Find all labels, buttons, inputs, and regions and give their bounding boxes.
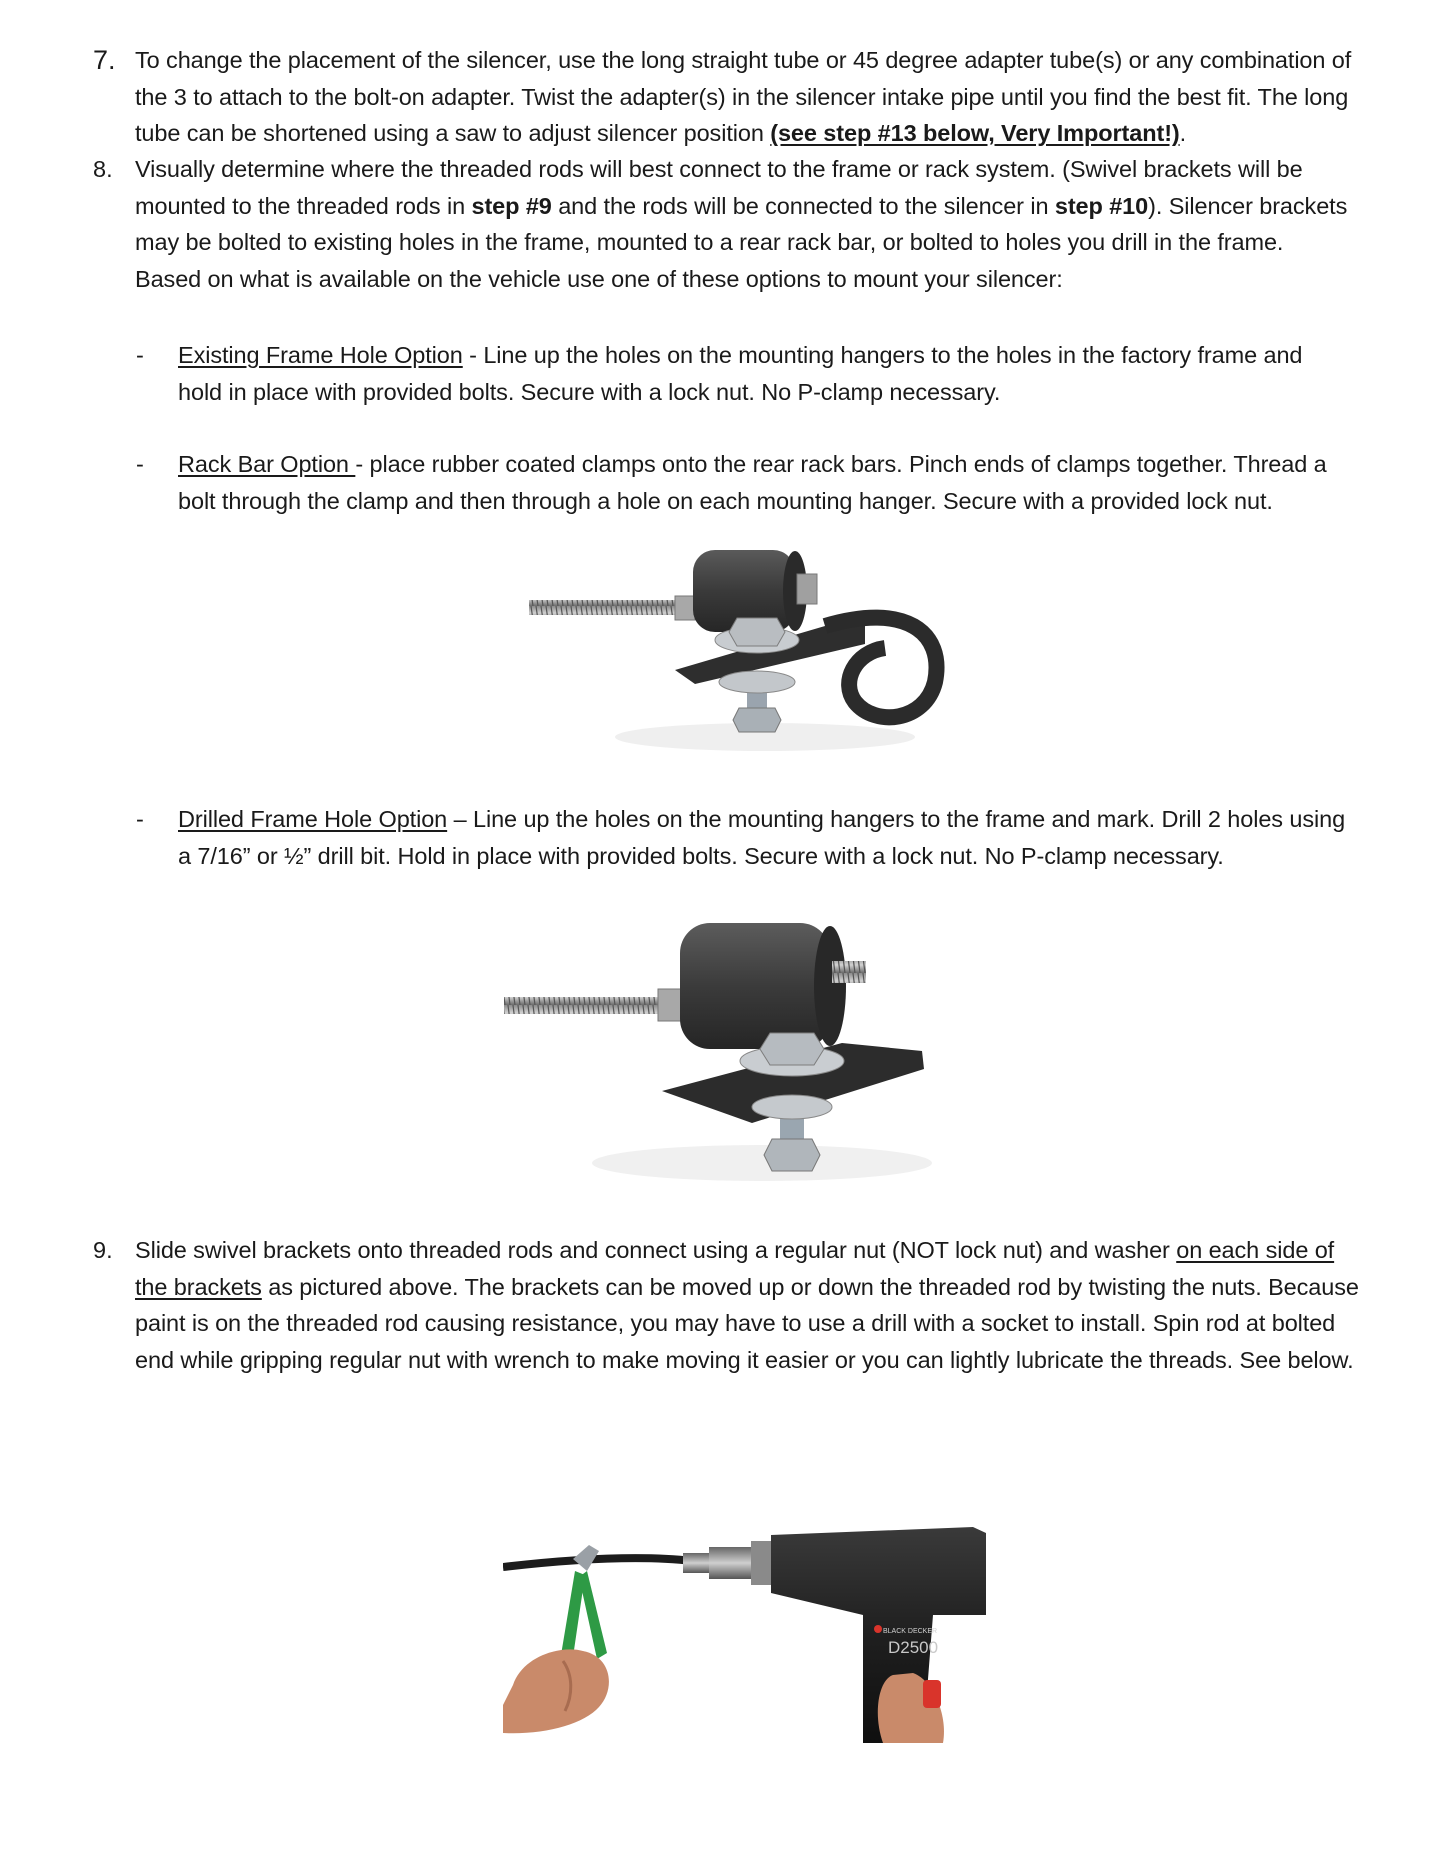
step-7-text — [135, 42, 1355, 152]
drill-brand-label: BLACK DECKER — [883, 1628, 938, 1635]
drill-model-label: D2500 — [888, 1638, 939, 1657]
step-9-text — [135, 1232, 1360, 1378]
step-8-number: 8. — [93, 156, 113, 182]
option-2-title: Rack Bar Option — [178, 451, 356, 477]
step-9-ref: step #9 — [471, 192, 552, 219]
option-1-text: - Line up the holes on the mounting hangers to the holes in the factory frame and hold in place with provided bolts. Secure with a lock nut. No P-clamp necessary. — [178, 342, 1303, 405]
option-3-dash: - — [136, 806, 144, 832]
step-10-ref: step #10 — [1054, 192, 1149, 219]
step-9-number: 9. — [93, 1237, 113, 1263]
step-7-body: To change the placement of the silencer, use the long straight tube or 45 degree adapter tube(s) or any combination of the 3 to attach to the bolt-on adapter. Twist the adapter(s) in the silencer intake pipe until you find the best fit. The long tube can be shortened using a saw to adjust silencer position — [135, 47, 1352, 146]
step-9-body-b: as pictured above. The brackets can be moved up or down the threaded rod by twisting the nuts. Because paint is on the threaded rod causing resistance, you may have to use a drill with a socket to install. Spin rod at bolted end while gripping regular nut with wrench to make moving it easier or you can lightly lubricate the threads. See below. — [135, 1273, 1359, 1373]
option-drilled-frame-hole — [178, 801, 1348, 874]
step-8-body-a: Visually determine where the threaded rods will best connect to the frame or rack system. (Swivel brackets will be mounted to the threaded rods in — [135, 156, 1303, 219]
step-8-text — [135, 151, 1355, 297]
step-9-body-a: Slide swivel brackets onto threaded rods and connect using a regular nut (NOT lock nut) and washer — [135, 1237, 1177, 1263]
drilled-frame-bracket-photo — [502, 893, 984, 1191]
step-13-reference: (see step #13 below, Very Important!) — [770, 120, 1180, 146]
step-7-number: 7. — [93, 45, 116, 75]
step-7-end: . — [1179, 120, 1187, 146]
option-3-title: Drilled Frame Hole Option — [178, 806, 448, 832]
option-3-text: – Line up the holes on the mounting hangers to the frame and mark. Drill 2 holes using a 7/16” or ½” drill bit. Hold in place with provided bolts. Secure with a lock nut. No P-clamp necessary. — [178, 806, 1346, 869]
step-8-body-c: ). Silencer brackets may be bolted to existing holes in the frame, mounted to a rear rack bar, or bolted to holes you drill in the frame. Based on what is available on the vehicle use one of these options to mount your silencer: — [135, 192, 1348, 292]
option-rack-bar — [178, 446, 1348, 519]
option-1-title: Existing Frame Hole Option — [178, 342, 463, 368]
option-2-text: - place rubber coated clamps onto the rear rack bars. Pinch ends of clamps together. Thread a bolt through the clamp and then through a hole on each mounting hanger. Secure with a provided lock nut. — [178, 451, 1327, 514]
option-existing-frame-hole — [178, 337, 1348, 410]
rack-bar-bracket-photo — [525, 522, 957, 754]
step-8-body-b: and the rods will be connected to the silencer in — [551, 192, 1055, 219]
drill-and-pliers-photo — [503, 1475, 986, 1743]
option-1-dash: - — [136, 342, 144, 368]
option-2-dash: - — [136, 451, 144, 477]
step-9-underlined: on each side of the brackets — [135, 1237, 1335, 1300]
